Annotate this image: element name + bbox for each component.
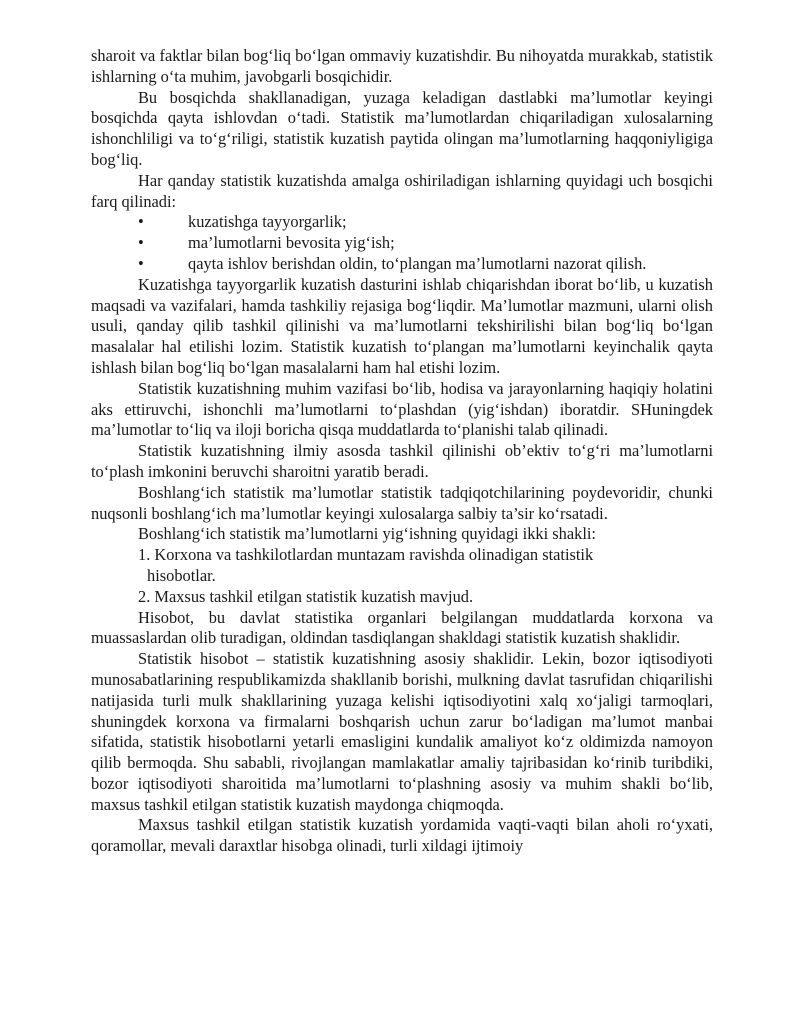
bullet-icon: •: [138, 212, 144, 232]
numbered-item-1-line1: 1. Korxona va tashkilotlardan muntazam ravishda olinadigan statistik: [138, 545, 594, 565]
document-page: [91, 46, 713, 857]
numbered-item-2: 2. Maxsus tashkil etilgan statistik kuzatish mavjud.: [138, 586, 474, 606]
paragraph-truncated: Maxsus tashkil etilgan statistik kuzatish yordamida vaqti-vaqti bilan aholi ro‘yxati, qoramollar, mevali daraxtlar hisobga olinadi, turli xildagi ijtimoiy: [91, 815, 713, 856]
paragraph: Bu bosqichda shakllanadigan, yuzaga keladigan dastlabki ma’lumotlar keyingi bosqichda qayta ishlovdan o‘tadi. Statistik ma’lumotlardan chiqariladigan xulosalarning ishonchliligi va to‘g‘riligi, statistik kuzatish paytida olingan ma’lumotlarning haqqoniyligiga bog‘liq.: [91, 87, 713, 169]
bullet-item: [91, 254, 713, 275]
numbered-item-1-line2: hisobotlar.: [147, 565, 216, 585]
paragraph: Kuzatishga tayyorgarlik kuzatish dasturini ishlab chiqarishdan iborat bo‘lib, u kuzatish maqsadi va vazifalari, hamda tashkiliy rejasiga bog‘liqdir. Ma’lumotlar mazmuni, ularni olish usuli, qanday qilib tashkil qilinishi va ma’lumotlarni tekshirilishi bilan bog‘liq bo‘lgan masalalar hal etilishi lozim. Statistik kuzatish to‘plangan ma’lumotlarni keyinchalik qayta ishlash bilan bog‘liq bo‘lgan masalalarni ham hal etishi lozim.: [91, 274, 713, 377]
paragraph: Har qanday statistik kuzatishda amalga oshiriladigan ishlarning quyidagi uch bosqichi farq qilinadi:: [91, 170, 713, 211]
numbered-item-1: [91, 545, 713, 587]
paragraph: Boshlang‘ich statistik ma’lumotlarni yig‘ishning quyidagi ikki shakli:: [138, 524, 596, 544]
paragraph: Statistik kuzatishning ilmiy asosda tashkil qilinishi ob’ektiv to‘g‘ri ma’lumotlarni to‘plash imkonini beruvchi sharoitni yaratib beradi.: [91, 441, 713, 481]
paragraph-continuation: sharoit va faktlar bilan bog‘liq bo‘lgan ommaviy kuzatishdir. Bu nihoyatda murakkab, statistik ishlarning o‘ta muhim, javobgarli bosqichidir.: [91, 46, 713, 86]
bullet-item: [91, 233, 713, 254]
paragraph: Boshlang‘ich statistik ma’lumotlar statistik tadqiqotchilarining poydevoridir, chunki nuqsonli boshlang‘ich ma’lumotlar keyingi xulosalarga salbiy ta’sir ko‘rsatadi.: [91, 482, 713, 523]
paragraph: Hisobot, bu davlat statistika organlari belgilangan muddatlarda korxona va muassaslardan olib turadigan, oldindan tasdiqlangan shakldagi statistik kuzatish shaklidir.: [91, 607, 713, 648]
bullet-text: qayta ishlov berishdan oldin, to‘plangan ma’lumotlarni nazorat qilish.: [188, 253, 647, 273]
bullet-text: ma’lumotlarni bevosita yig‘ish;: [188, 233, 395, 253]
bullet-item: [91, 212, 713, 233]
paragraph: Statistik kuzatishning muhim vazifasi bo‘lib, hodisa va jarayonlarning haqiqiy holatini aks ettiruvchi, ishonchli ma’lumotlarni to‘plashdan (yig‘ishdan) iboratdir. SHuningdek ma’lumotlar to‘liq va iloji boricha qisqa muddatlarda to‘planishi talab qilinadi.: [91, 378, 713, 440]
bullet-text: kuzatishga tayyorgarlik;: [188, 212, 347, 232]
paragraph: Statistik hisobot – statistik kuzatishning asosiy shaklidir. Lekin, bozor iqtisodiyoti munosabatlarining respublikamizda shakllanib borishi, mulkning davlat tasrufidan chiqarilishi natijasida turli mulk shakllarining yuzaga kelishi iqtisodiyotini xalq xo‘jaligi tarmoqlari, shuningdek korxona va firmalarni boshqarish uchun zarur bo‘ladigan ma’lumot manbai sifatida, statistik hisobotlarni yetarli emasligini kundalik amaliyot ko‘z oldimizda namoyon qilib bermoqda. Shu sababli, rivojlangan mamlakatlar amaliy tajribasidan ko‘rinib turibdiki, bozor iqtisodiyoti sharoitida ma’lumotlarni to‘plashning asosiy va muhim shakli bo‘lib, maxsus tashkil etilgan statistik kuzatish maydonga chiqmoqda.: [91, 649, 713, 814]
bullet-icon: •: [138, 233, 144, 253]
bullet-icon: •: [138, 253, 144, 273]
stages-bullet-list: [91, 212, 713, 274]
